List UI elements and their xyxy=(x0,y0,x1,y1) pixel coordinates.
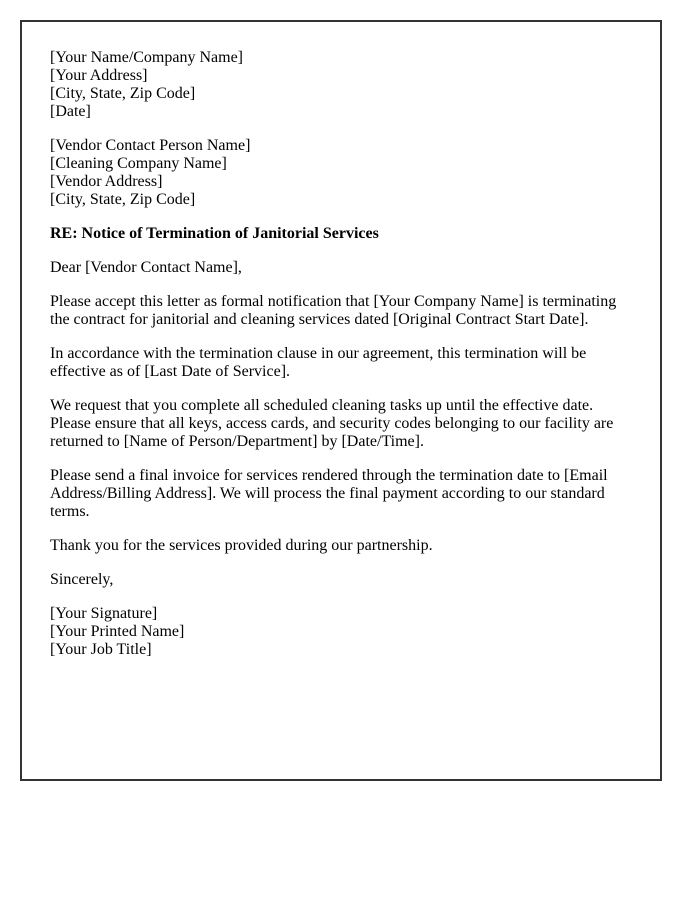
letter-body xyxy=(50,49,630,659)
recipient-address-line: [Vendor Address] xyxy=(50,173,163,190)
sender-address-line: [Your Address] xyxy=(50,67,148,84)
letter-date-line: [Date] xyxy=(50,103,91,120)
body-paragraph-termination-notice: Please accept this letter as formal notification that [Your Company Name] is terminating the contract for janitorial and cleaning services dated [Original Contract Start Date]. xyxy=(50,293,617,328)
salutation: Dear [Vendor Contact Name], xyxy=(50,259,242,276)
closing: Sincerely, xyxy=(50,571,114,588)
recipient-city-state-zip-line: [City, State, Zip Code] xyxy=(50,191,196,208)
job-title-line: [Your Job Title] xyxy=(50,641,152,658)
printed-name-line: [Your Printed Name] xyxy=(50,623,185,640)
recipient-contact-line: [Vendor Contact Person Name] xyxy=(50,137,251,154)
sender-city-state-zip-line: [City, State, Zip Code] xyxy=(50,85,196,102)
body-paragraph-final-invoice: Please send a final invoice for services rendered through the termination date to [Email Address/Billing Address]. We will process the final payment according to our standard terms. xyxy=(50,467,608,520)
body-paragraph-task-completion: We request that you complete all scheduled cleaning tasks up until the effective date. Please ensure that all keys, access cards, and security codes belonging to our facility are returned to [Name of Person/Department] by [Date/Time]. xyxy=(50,397,614,450)
recipient-company-line: [Cleaning Company Name] xyxy=(50,155,227,172)
recipient-address-block xyxy=(50,137,630,209)
signature-block xyxy=(50,605,630,659)
body-paragraph-thanks: Thank you for the services provided during our partnership. xyxy=(50,537,433,554)
sender-address-block xyxy=(50,49,630,121)
signature-line: [Your Signature] xyxy=(50,605,158,622)
sender-name-line: [Your Name/Company Name] xyxy=(50,49,244,66)
letter-page xyxy=(20,20,662,781)
subject-line: RE: Notice of Termination of Janitorial Services xyxy=(50,225,379,242)
body-paragraph-effective-date: In accordance with the termination clause in our agreement, this termination will be effective as of [Last Date of Service]. xyxy=(50,345,587,380)
